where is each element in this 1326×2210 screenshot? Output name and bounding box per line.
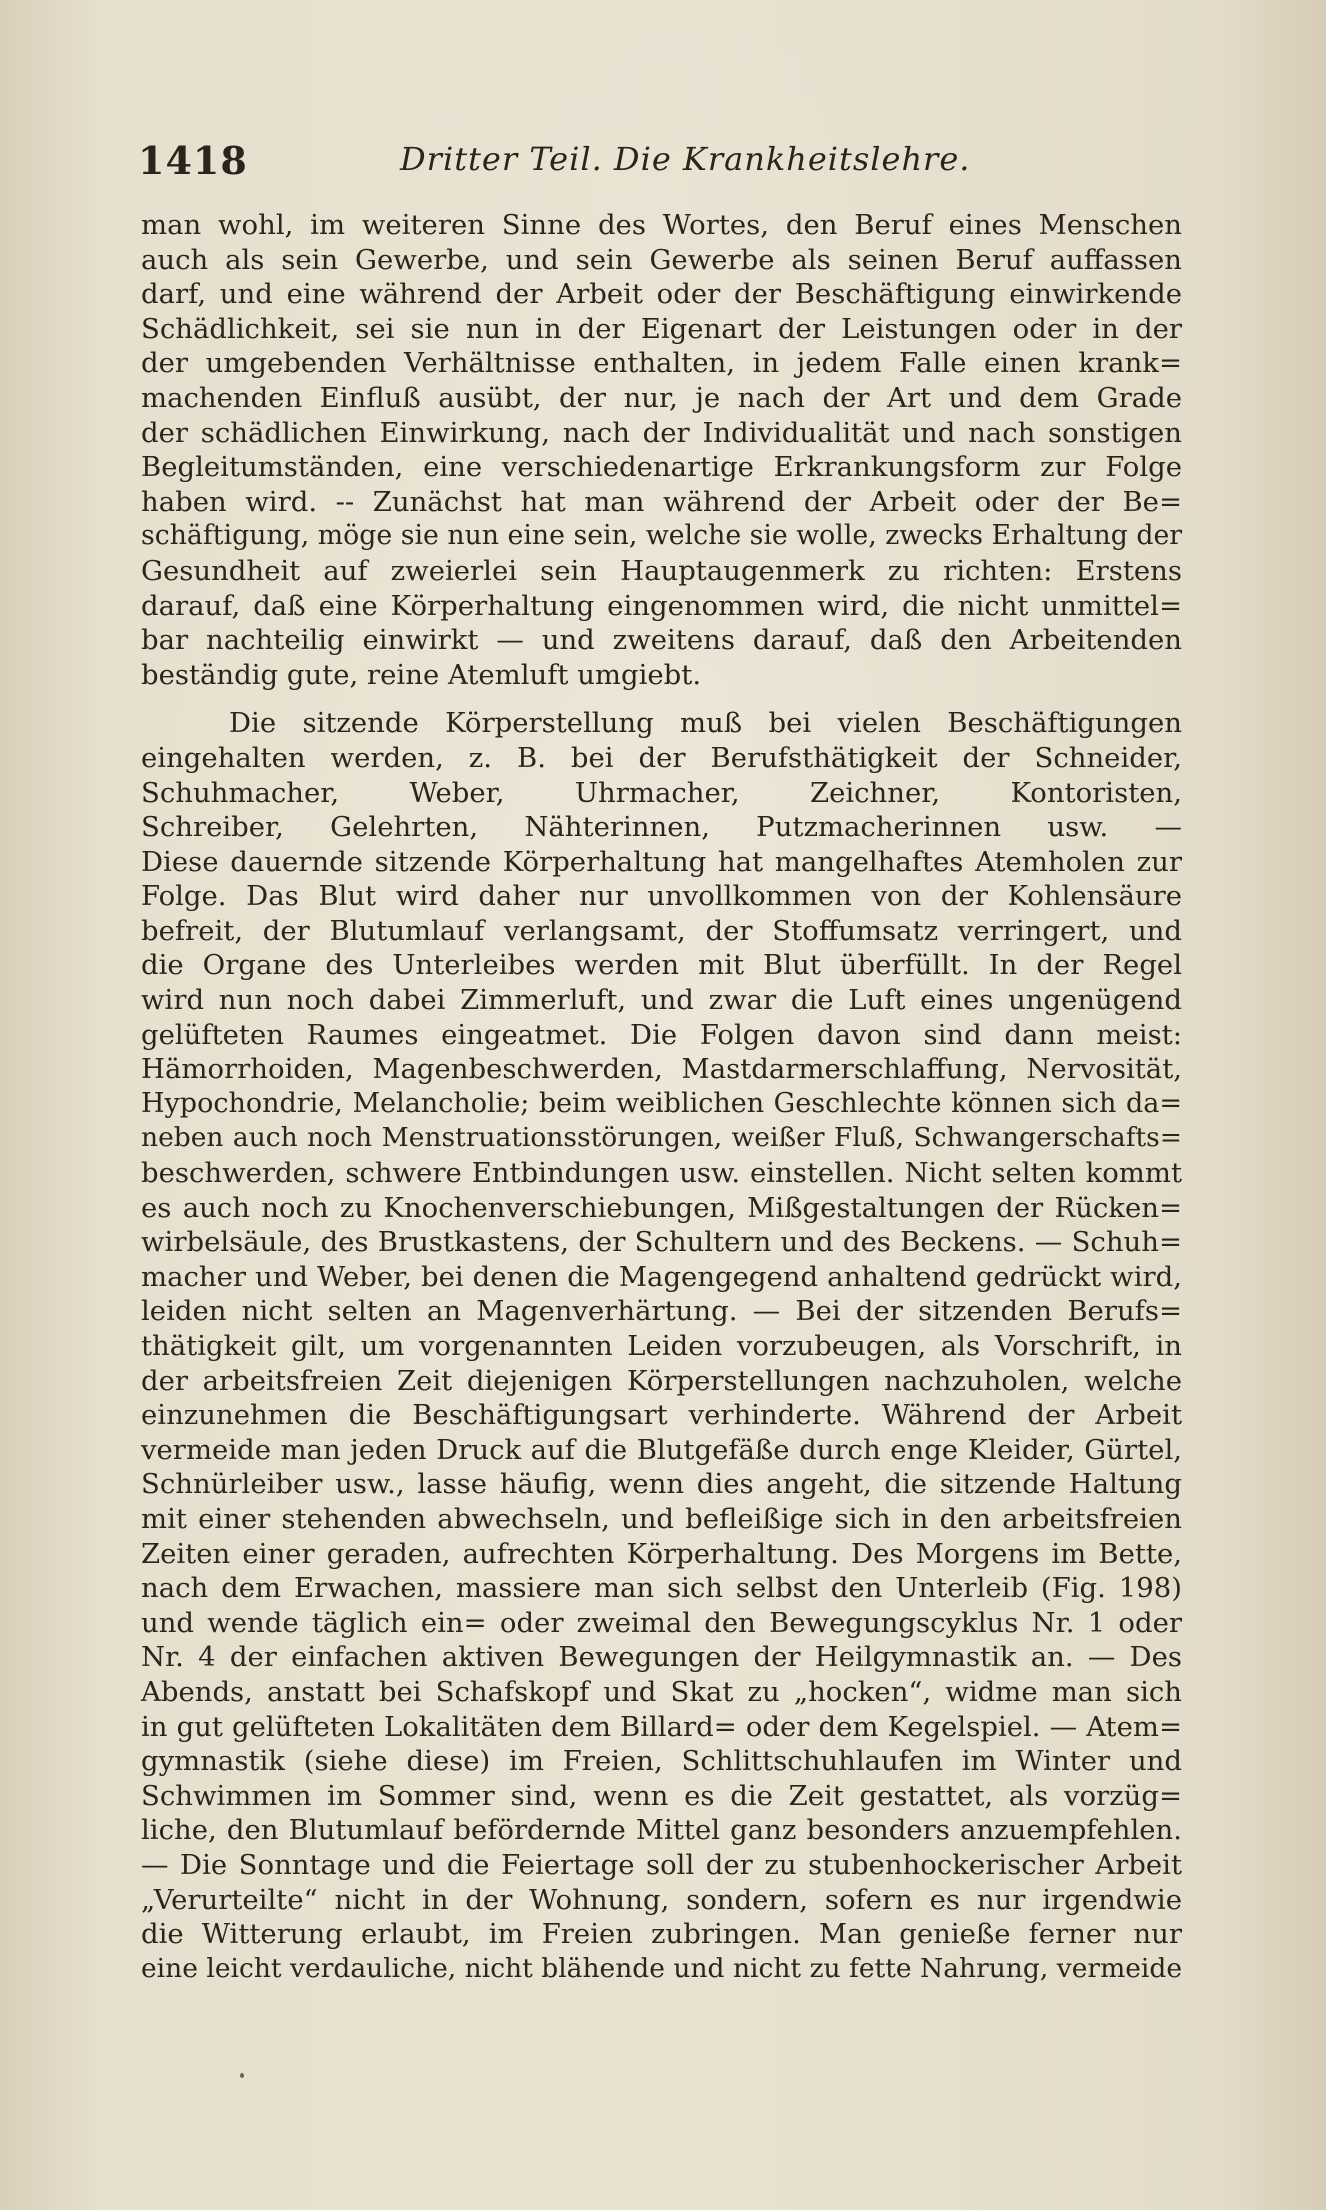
running-head: Dritter Teil. Die Krankheitslehre. (400, 140, 971, 178)
text-line: Schnürleiber usw., lasse häufig, wenn dies angeht, die sitzende Haltung (141, 1468, 1182, 1501)
page-number: 1418 (138, 138, 248, 183)
text-line: eine leicht verdauliche, nicht blähende und nicht zu fette Nahrung, vermeide (141, 1952, 1182, 1984)
text-line: wird nun noch dabei Zimmerluft, und zwar die Luft eines ungenügend (141, 984, 1182, 1017)
text-line: liche, den Blutumlauf befördernde Mittel ganz besonders anzuempfehlen. (141, 1814, 1182, 1847)
paragraph-1 (141, 208, 1182, 692)
text-line: schäftigung, möge sie nun eine sein, welche sie wolle, zwecks Erhaltung der (141, 520, 1183, 552)
text-line: und wende täglich ein= oder zweimal den Bewegungscyklus Nr. 1 oder (141, 1606, 1182, 1639)
text-line: nach dem Erwachen, massiere man sich selbst den Unterleib (Fig. 198) (141, 1572, 1182, 1605)
text-line: gymnastik (siehe diese) im Freien, Schlittschuhlaufen im Winter und (141, 1745, 1182, 1778)
text-line: der arbeitsfreien Zeit diejenigen Körperstellungen nachzuholen, welche (141, 1364, 1182, 1397)
text-line: Hypochondrie, Melancholie; beim weiblichen Geschlechte können sich da= (141, 1087, 1182, 1119)
text-line: der umgebenden Verhältnisse enthalten, in jedem Falle einen krank= (141, 347, 1182, 380)
text-line: Schreiber, Gelehrten, Nähterinnen, Putzmacherinnen usw. — (141, 811, 1182, 844)
paper-speck (240, 2073, 244, 2078)
text-line: Abends, anstatt bei Schafskopf und Skat zu „hocken“, widme man sich (141, 1675, 1182, 1708)
body-text (141, 208, 1182, 1986)
text-line: Die sitzende Körperstellung muß bei vielen Beschäftigungen (229, 707, 1182, 740)
text-line: haben wird. -- Zunächst hat man während der Arbeit oder der Be= (141, 485, 1182, 518)
text-line: „Verurteilte“ nicht in der Wohnung, sondern, sofern es nur irgendwie (141, 1883, 1182, 1916)
text-line: der schädlichen Einwirkung, nach der Individualität und nach sonstigen (141, 416, 1182, 449)
paragraph-2 (141, 706, 1182, 1986)
text-line: gelüfteten Raumes eingeatmet. Die Folgen davon sind dann meist: (141, 1018, 1182, 1051)
text-line: eingehalten werden, z. B. bei der Berufsthätigkeit der Schneider, (141, 741, 1182, 774)
text-line: beschwerden, schwere Entbindungen usw. einstellen. Nicht selten kommt (141, 1157, 1182, 1190)
text-line: Nr. 4 der einfachen aktiven Bewegungen der Heilgymnastik an. — Des (141, 1641, 1182, 1674)
text-line: Diese dauernde sitzende Körperhaltung hat mangelhaftes Atemholen zur (141, 845, 1182, 878)
text-line: Hämorrhoiden, Magenbeschwerden, Mastdarmerschlaffung, Nervosität, (141, 1053, 1182, 1086)
text-line: leiden nicht selten an Magenverhärtung. — Bei der sitzenden Berufs= (141, 1295, 1182, 1328)
page-header (138, 138, 1198, 186)
text-line: die Witterung erlaubt, im Freien zubringen. Man genieße ferner nur (141, 1918, 1182, 1951)
text-line: thätigkeit gilt, um vorgenannten Leiden vorzubeugen, als Vorschrift, in (141, 1330, 1182, 1362)
text-line: mit einer stehenden abwechseln, und befleißige sich in den arbeitsfreien (141, 1502, 1182, 1535)
text-line: auch als sein Gewerbe, und sein Gewerbe als seinen Beruf auffassen (141, 243, 1182, 276)
text-line: Folge. Das Blut wird daher nur unvollkommen von der Kohlensäure (141, 880, 1182, 913)
text-line: wirbelsäule, des Brustkastens, der Schultern und des Beckens. — Schuh= (141, 1226, 1182, 1259)
text-line: die Organe des Unterleibes werden mit Blut überfüllt. In der Regel (141, 949, 1182, 982)
paragraph-gap (141, 692, 1182, 706)
text-line: vermeide man jeden Druck auf die Blutgefäße durch enge Kleider, Gürtel, (141, 1433, 1182, 1466)
text-line: Schwimmen im Sommer sind, wenn es die Zeit gestattet, als vorzüg= (141, 1779, 1182, 1812)
text-line: in gut gelüfteten Lokalitäten dem Billard= oder dem Kegelspiel. — Atem= (141, 1710, 1182, 1743)
text-line: man wohl, im weiteren Sinne des Wortes, den Beruf eines Menschen (141, 209, 1182, 241)
text-line: darf, und eine während der Arbeit oder der Beschäftigung einwirkende (141, 278, 1182, 311)
text-line: Schuhmacher, Weber, Uhrmacher, Zeichner, Kontoristen, (141, 776, 1182, 809)
text-line: bar nachteilig einwirkt — und zweitens darauf, daß den Arbeitenden (141, 624, 1182, 657)
text-line: beständig gute, reine Atemluft umgiebt. (141, 658, 702, 691)
text-line: Schädlichkeit, sei sie nun in der Eigenart der Leistungen oder in der (141, 312, 1182, 345)
text-line: es auch noch zu Knochenverschiebungen, Mißgestaltungen der Rücken= (141, 1191, 1182, 1224)
text-line: neben auch noch Menstruationsstörungen, weißer Fluß, Schwangerschafts= (141, 1122, 1182, 1154)
text-line: — Die Sonntage und die Feiertage soll der zu stubenhockerischer Arbeit (141, 1848, 1182, 1881)
text-line: Zeiten einer geraden, aufrechten Körperhaltung. Des Morgens im Bette, (141, 1537, 1182, 1570)
text-line: Gesundheit auf zweierlei sein Hauptaugenmerk zu richten: Erstens (141, 554, 1182, 587)
text-line: Begleitumständen, eine verschiedenartige Erkrankungsform zur Folge (141, 451, 1182, 484)
text-line: einzunehmen die Beschäftigungsart verhinderte. Während der Arbeit (141, 1399, 1182, 1432)
text-line: befreit, der Blutumlauf verlangsamt, der Stoffumsatz verringert, und (141, 914, 1182, 947)
text-line: darauf, daß eine Körperhaltung eingenommen wird, die nicht unmittel= (141, 589, 1182, 622)
text-line: machenden Einfluß ausübt, der nur, je nach der Art und dem Grade (141, 381, 1182, 414)
text-line: macher und Weber, bei denen die Magengegend anhaltend gedrückt wird, (141, 1260, 1182, 1293)
